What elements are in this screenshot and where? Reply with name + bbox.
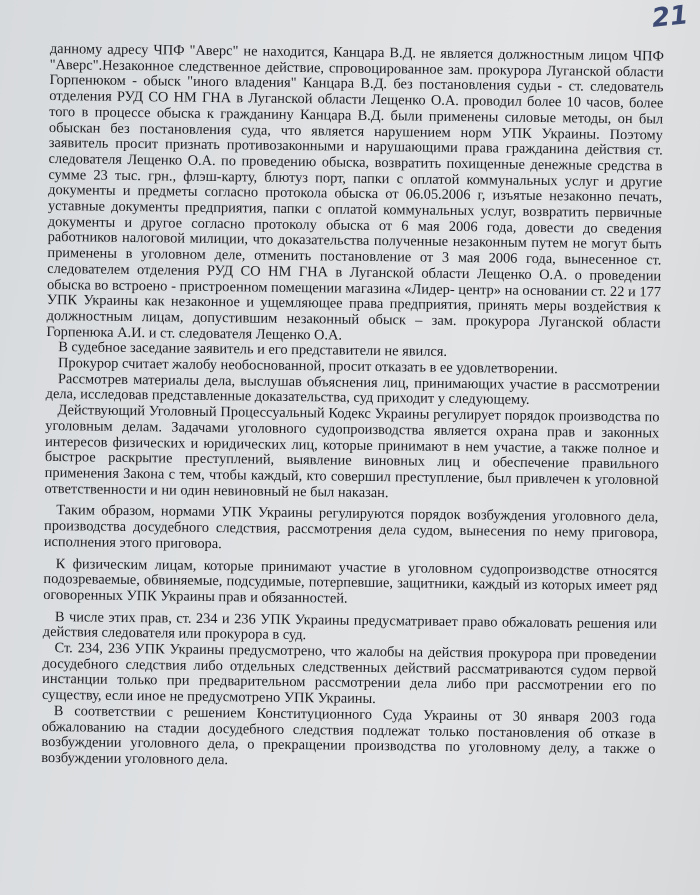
paragraph-articles: Ст. 234, 236 УПК Украины предусмотрено, что жалобы на действия прокурора при проведении досудебного следствия либо отдельных следственных действий рассматриваются судом первой инстанции только при предварительном рассмотрении дела либо при рассмотрении его по существу, если иное не предусмотрено УПК Украины. bbox=[41, 640, 657, 708]
paragraph-rights: В числе этих прав, ст. 234 и 236 УПК Украины предусматривает право обжаловать решения или действия следователя или прокурора в суд. bbox=[42, 608, 658, 644]
paragraph-complaint: данному адресу ЧПФ "Аверс" не находится, Канцара В.Д. не является должностным лицом ЧПФ "Аверс".Незаконное следственное действие, спровоцированное зам. прокурора Луганской области Горпенюком - обыск "иного владения" Канцара В.Д. без постановления судьи - ст. следователь отделения РУД СО НМ ГНА в Луганской области Лещенко О.А. проводил более 10 часов, более того в процессе обыска к гражданину Канцара В.Д. были применены силовые методы, он был обыскан без постановления суда, что является нарушением норм УПК Украины. Поэтому заявитель просит признать противозаконными и нарушающими права гражданина действия ст. следователя Лещенко О.А. по проведению обыска, возвратить похищенные денежные средства в сумме 23 тыс. грн., флэш-карту, блютуз порт, папки с оплатой коммунальных услуг и другие документы и предметы согласно протокола обыска от 06.05.2006 г, изъятые незаконно печать, уставные документы предприятия, папки с оплатой коммунальных услуг, возвратить первичные документы и другое согласно протоколу обыска от 6 мая 2006 года, довести до сведения работников налоговой милиции, что доказательства полученные незаконным путем не могут быть применены в уголовном деле, отменить постановление от 3 мая 2006 года, вынесенное ст. следователем отделения РУД СО НМ ГНА в Луганской области Лещенко О.А. о проведении обыска во встроено - пристроенном помещении магазина «Лидер- центр» на основании ст. 22 и 177 УПК Украины как незаконное и ущемляющее права предприятия, принять меры воздействия к должностным лицам, допустившим незаконный обыск – зам. прокурора Луганской области Горпенюка А.И. и ст. следователя Лещенко О.А. bbox=[46, 41, 664, 344]
paragraph-absence: В судебное заседание заявитель и его представители не явился. bbox=[58, 339, 448, 361]
page-number: 21 bbox=[650, 0, 690, 34]
document-body bbox=[41, 42, 664, 774]
paragraph-constitutional-court: В соответствии с решением Конституционного Суда Украины от 30 января 2003 года обжалованию на стадии досудебного следствия подлежат только постановления об отказе в возбуждении уголовного дела, о прекращении производства по уголовному делу, а также о возбуждении уголовного дела. bbox=[41, 702, 656, 769]
paragraph-code: Действующий Уголовный Процессуальный Кодекс Украины регулирует порядок производства по уголовным делам. Задачами уголовного судопроизводства является охрана прав и законных интересов физических и юридических лиц, которые принимают в нем участие, а также полное и быстрое раскрытие преступлений, выявление виновных лиц и обеспечение правильного применения Закона с тем, чтобы каждый, кто совершил преступление, был привлечен к уголовной ответственности и ни один невиновный не был наказан. bbox=[44, 402, 660, 501]
paragraph-norms: Таким образом, нормами УПК Украины регулируются порядок возбуждения уголовного дела, производства досудебного следствия, рассмотрения дела судом, вынесения по нему приговора, исполнения этого приговора. bbox=[43, 502, 659, 552]
paragraph-review: Рассмотрев материалы дела, выслушав объяснения лиц, принимающих участие в рассмотрении дела, исследовав представленные доказательства, суд приходит у следующему. bbox=[45, 370, 660, 409]
paragraph-prosecutor: Прокурор считает жалобу необоснованной, просит отказать в ее удовлетворении. bbox=[57, 355, 558, 378]
paragraph-persons: К физическим лицам, которые принимают участие в уголовном судопроизводстве относятся подозреваемые, обвиняемые, подсудимые, потерпевшие, защитники, каждый из которых имеет ряд оговоренных УПК Украины прав и обязанностей. bbox=[43, 555, 658, 607]
